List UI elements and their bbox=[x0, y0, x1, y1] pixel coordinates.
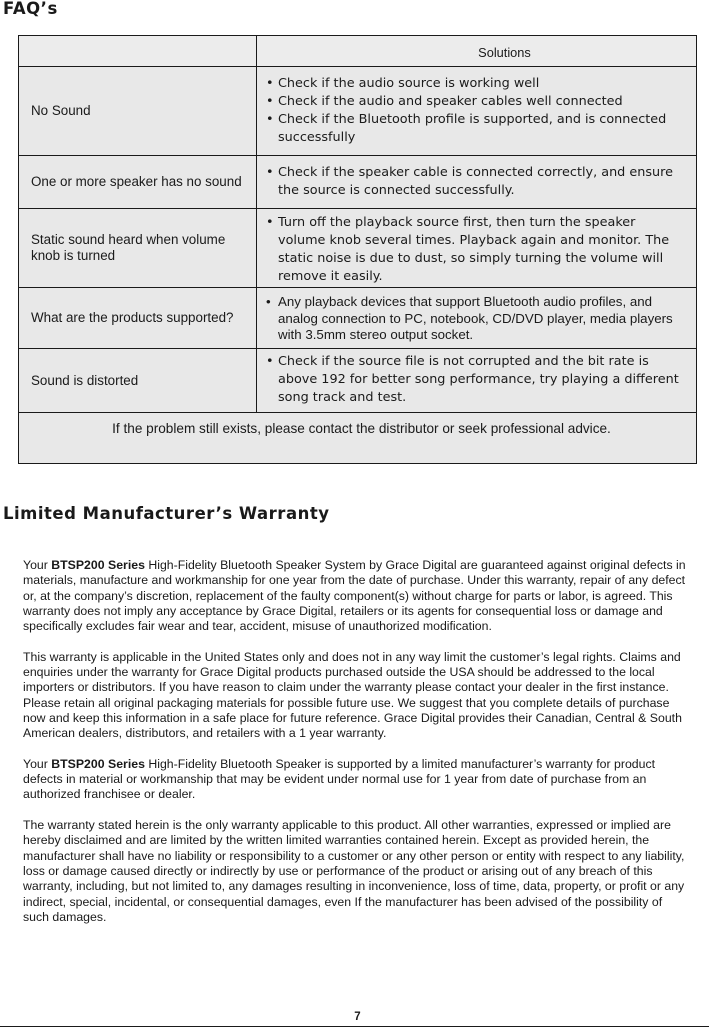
solution-cell bbox=[257, 156, 696, 208]
solution-list bbox=[263, 164, 684, 200]
problem-cell: Sound is distorted bbox=[19, 349, 257, 412]
solution-cell bbox=[257, 349, 696, 412]
faq-row bbox=[19, 156, 696, 209]
faq-heading: FAQ’s bbox=[3, 0, 58, 18]
solution-item: • Any playback devices that support Bluetooth audio profiles, and analog connection to PC, notebook, CD/DVD player, media players with 3.5mm stereo output socket. bbox=[263, 294, 684, 344]
warranty-paragraph: The warranty stated herein is the only warranty applicable to this product. All other warranties, expressed or implied are hereby disclaimed and are limited by the written limited warranties contained herein. Except as provided herein, the manufacturer shall have no liability or responsibility to a customer or any other person or entity with respect to any liability, loss or damage caused directly or indirectly by use or performance of the product or arising out of any breach of this warranty, including, but not limited to, any damages resulting in inconvenience, loss of time, data, property, or profit or any indirect, special, incidental, or consequential damages, even If the manufacturer has been advised of the possibility of such damages. bbox=[23, 818, 685, 924]
solution-list bbox=[263, 353, 684, 407]
problem-cell: Static sound heard when volume knob is turned bbox=[19, 209, 257, 287]
solution-cell bbox=[257, 209, 696, 287]
problem-header-cell bbox=[19, 36, 257, 66]
solutions-header: Solutions bbox=[478, 45, 531, 60]
text-fragment: Your bbox=[23, 558, 52, 572]
solution-item: • Check if the Bluetooth profile is supported, and is connected successfully bbox=[263, 111, 684, 147]
faq-footer-note: If the problem still exists, please contact the distributor or seek professional advice. bbox=[112, 421, 611, 436]
solution-cell bbox=[257, 288, 696, 348]
faq-table bbox=[18, 35, 697, 464]
solution-item: • Turn off the playback source first, then turn the speaker volume knob several times. Playback again and monitor. The static noise is due to dust, so simply turning the volume will remove it easily. bbox=[263, 214, 684, 286]
solution-cell bbox=[257, 67, 696, 155]
solution-item: • Check if the source file is not corrupted and the bit rate is above 192 for better song performance, try playing a different song track and test. bbox=[263, 353, 684, 407]
problem-cell: One or more speaker has no sound bbox=[19, 156, 257, 208]
text-fragment: High-Fidelity Bluetooth Speaker System by Grace Digital are guaranteed against original defects in materials, manufacture and workmanship for one year from the date of purchase. Under this warranty, repair of any defect or, at the company’s discretion, replacement of the faulty component(s) without charge for parts or labor, is agreed. This warranty does not imply any acceptance by Grace Digital, retailers or its agents for consequential loss or damage and specifically excludes fair wear and tear, accident, misuse of unauthorized modification. bbox=[23, 558, 686, 634]
warranty-paragraph: This warranty is applicable in the United States only and does not in any way limit the customer’s legal rights. Claims and enquiries under the warranty for Grace Digital products purchased outside the USA should be addressed to the local importers or distributors. If you have reason to claim under the warranty please contact your dealer in the first instance. Please retain all original packaging materials for possible future use. We suggest that you complete details of purchase now and keep this information in a safe place for future reference. Grace Digital provides their Canadian, Central & South American dealers, distributors, and retailers with a 1 year warranty. bbox=[23, 649, 682, 741]
faq-row bbox=[19, 288, 696, 349]
product-name: BTSP200 Series bbox=[51, 558, 145, 572]
solution-list bbox=[263, 294, 684, 344]
solution-item: • Check if the audio source is working well bbox=[263, 75, 684, 93]
warranty-paragraph bbox=[23, 757, 691, 803]
text-fragment: High-Fidelity Bluetooth Speaker is supported by a limited manufacturer’s warranty for product defects in material or workmanship that may be evident under normal use for 1 year from date of purchase from an authorized franchisee or dealer. bbox=[23, 756, 656, 802]
solution-list bbox=[263, 75, 684, 147]
product-name: BTSP200 Series bbox=[51, 756, 145, 771]
faq-row bbox=[19, 349, 696, 413]
text-fragment: Your bbox=[23, 756, 52, 771]
solution-list bbox=[263, 214, 684, 286]
faq-row bbox=[19, 67, 696, 156]
faq-row bbox=[19, 209, 696, 288]
faq-header-row bbox=[19, 36, 696, 67]
warranty-paragraph bbox=[23, 558, 691, 634]
problem-cell: What are the products supported? bbox=[19, 288, 257, 348]
warranty-body bbox=[23, 558, 691, 940]
warranty-heading: Limited Manufacturer’s Warranty bbox=[3, 504, 330, 523]
solution-item: • Check if the speaker cable is connected correctly, and ensure the source is connected successfully. bbox=[263, 164, 684, 200]
page-number: 7 bbox=[354, 1011, 361, 1023]
solution-item: • Check if the audio and speaker cables well connected bbox=[263, 93, 684, 111]
problem-cell: No Sound bbox=[19, 67, 257, 155]
